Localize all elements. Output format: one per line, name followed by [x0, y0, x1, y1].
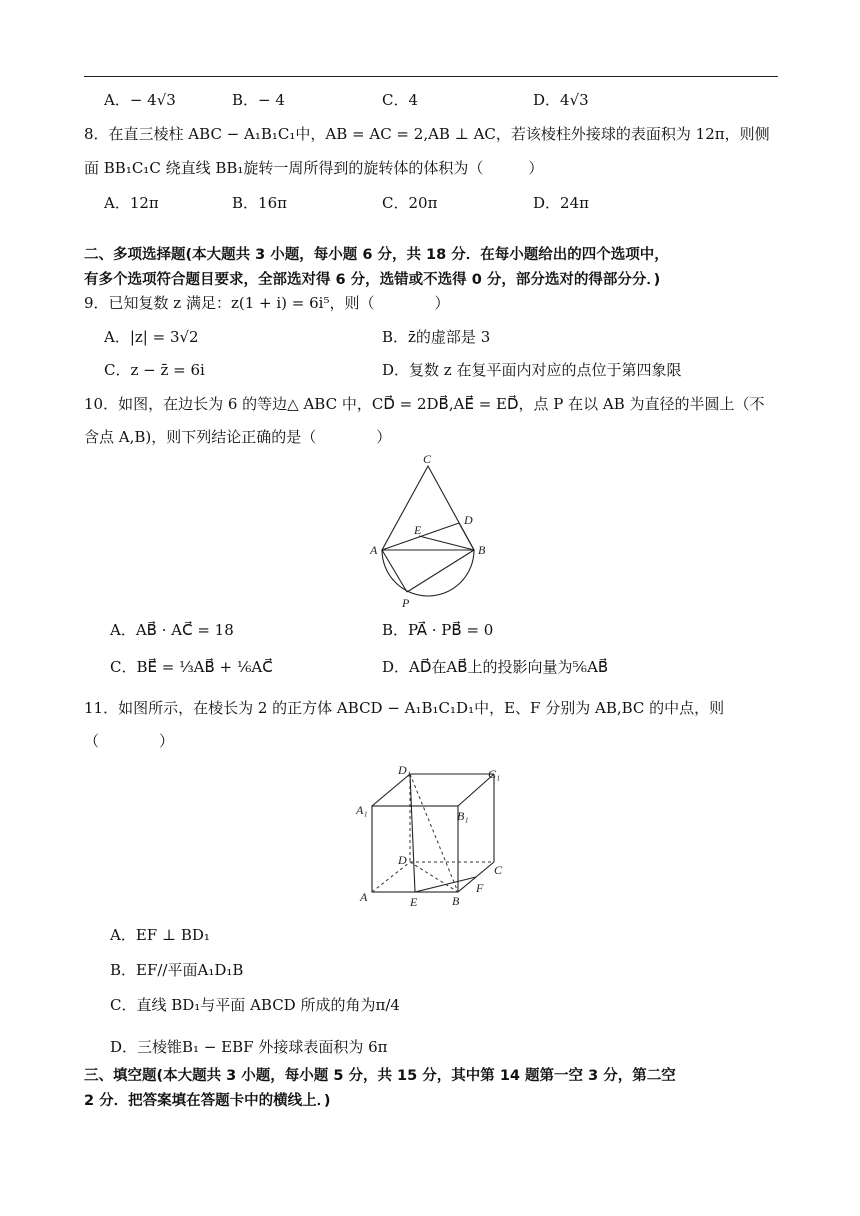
q10-option-b: B．PA⃗ · PB⃗ = 0 — [382, 621, 494, 639]
section2-heading-line2: 有多个选项符合题目要求，全部选对得 6 分，选错或不选得 0 分，部分选对的得部分分．) — [84, 272, 661, 288]
q7-option-c: C．4 — [382, 91, 419, 109]
q11-label-b1: B₁ — [457, 809, 469, 823]
section3-heading-line2: 2 分．把答案填在答题卡中的横线上．) — [84, 1093, 331, 1109]
q11-option-d: D．三棱锥B₁ − EBF 外接球表面积为 6π — [110, 1038, 388, 1056]
q9-stem: 9．已知复数 z 满足：z(1 + i) = 6i⁵，则（ ） — [84, 294, 450, 312]
q10-label-e: E — [414, 523, 422, 537]
header-rule — [84, 76, 778, 77]
q11-label-b: B — [452, 894, 460, 908]
q11-label-d1: D₁ — [398, 763, 411, 777]
q11-label-c1: C₁ — [488, 767, 501, 781]
q7-option-d: D．4√3 — [533, 91, 589, 109]
q10-triangle-figure — [360, 452, 500, 612]
q11-stem-line1: 11．如图所示，在棱长为 2 的正方体 ABCD − A₁B₁C₁D₁中，E、F 分别为 AB,BC 的中点，则 — [84, 699, 725, 717]
q10-option-c: C．BE⃗ = ⅓AB⃗ + ⅙AC⃗ — [110, 658, 273, 676]
q11-option-b: B．EF//平面A₁D₁B — [110, 961, 244, 979]
q10-stem-line1: 10．如图，在边长为 6 的等边△ ABC 中，CD⃗ = 2DB⃗,AE⃗ = ED⃗，点 P 在以 AB 为直径的半圆上（不 — [84, 395, 765, 413]
q11-option-c: C．直线 BD₁与平面 ABCD 所成的角为π/4 — [110, 996, 400, 1014]
q7-option-b: B．− 4 — [232, 91, 285, 109]
q10-label-d: D — [464, 513, 473, 527]
q8-option-b: B．16π — [232, 194, 287, 212]
q9-option-c: C．z − z̄ = 6i — [104, 361, 205, 379]
q9-option-a: A．|z| = 3√2 — [104, 328, 199, 346]
q9-option-b: B．z̄的虚部是 3 — [382, 328, 491, 346]
q10-label-p: P — [402, 596, 410, 610]
q11-cube-figure — [354, 764, 514, 910]
q10-option-d: D．AD⃗在AB⃗上的投影向量为⅚AB⃗ — [382, 658, 609, 676]
q11-label-a: A — [360, 890, 368, 904]
q10-option-a: A．AB⃗ · AC⃗ = 18 — [110, 621, 234, 639]
q11-stem-line2: （ ） — [84, 732, 175, 750]
q10-label-c: C — [423, 452, 432, 466]
q8-stem-line1: 8．在直三棱柱 ABC − A₁B₁C₁中，AB = AC = 2,AB ⊥ AC，若该棱柱外接球的表面积为 12π，则侧 — [84, 125, 770, 143]
section2-heading-line1: 二、多项选择题(本大题共 3 小题，每小题 6 分，共 18 分．在每小题给出的四个选项中， — [84, 247, 669, 263]
q8-stem-line2: 面 BB₁C₁C 绕直线 BB₁旋转一周所得到的旋转体的体积为（ ） — [84, 159, 544, 177]
q11-label-d: D — [398, 853, 407, 867]
q8-option-a: A．12π — [104, 194, 159, 212]
q10-label-a: A — [370, 543, 378, 557]
q10-label-b: B — [478, 543, 486, 557]
q7-option-a: A．− 4√3 — [104, 91, 176, 109]
q10-stem-line2: 含点 A,B)，则下列结论正确的是（ ） — [84, 428, 392, 446]
q11-label-f: F — [476, 881, 484, 895]
q8-option-d: D．24π — [533, 194, 589, 212]
q11-label-c: C — [494, 863, 503, 877]
section3-heading-line1: 三、填空题(本大题共 3 小题，每小题 5 分，共 15 分，其中第 14 题第一空 3 分，第二空 — [84, 1068, 676, 1084]
q8-option-c: C．20π — [382, 194, 438, 212]
q11-label-a1: A₁ — [356, 803, 368, 817]
q9-option-d: D．复数 z 在复平面内对应的点位于第四象限 — [382, 361, 682, 379]
q11-option-a: A．EF ⊥ BD₁ — [110, 926, 210, 944]
q11-label-e: E — [410, 895, 418, 909]
